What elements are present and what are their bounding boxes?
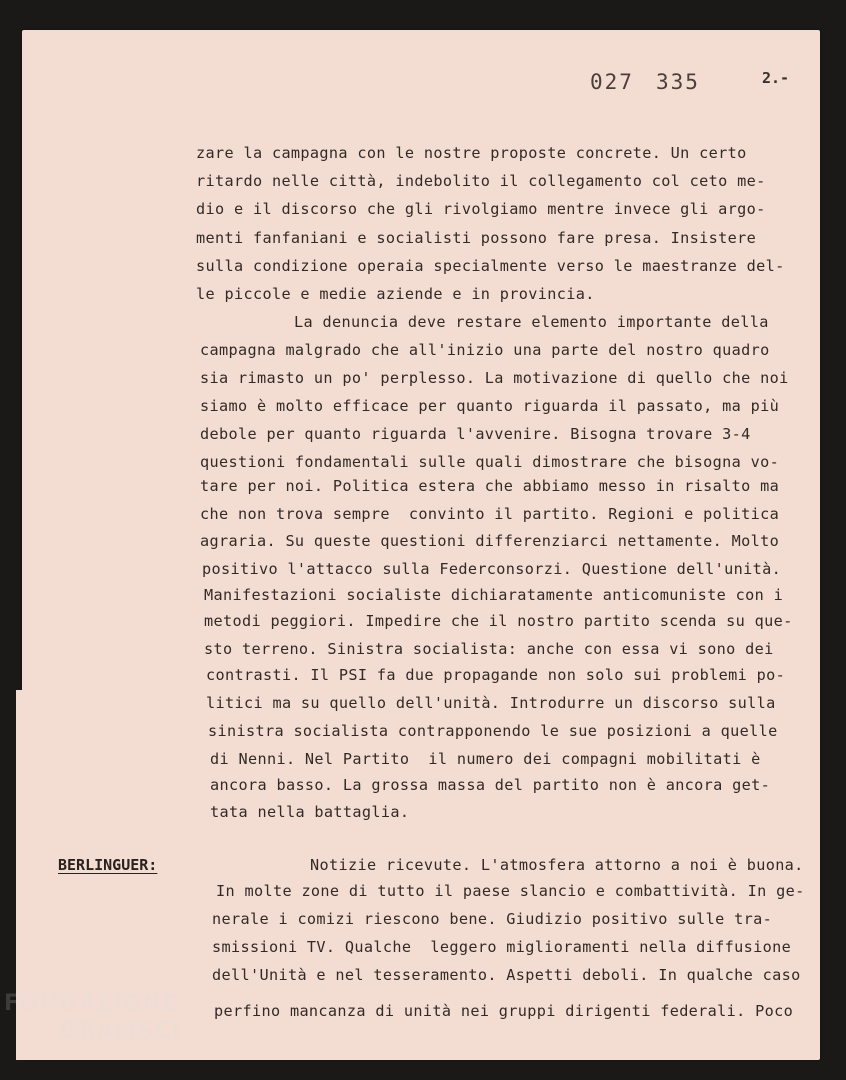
speech-line: Notizie ricevute. L'atmosfera attorno a noi è buona. — [310, 856, 804, 874]
body-line: tare per noi. Politica estera che abbiamo messo in risalto ma — [200, 477, 780, 495]
body-line: ancora basso. La grossa massa del partito non è ancora get- — [210, 776, 771, 794]
speech-line: dell'Unità e nel tesseramento. Aspetti deboli. In qualche caso — [212, 966, 801, 984]
speech-line: In molte zone di tutto il paese slancio e combattività. In ge- — [216, 882, 805, 900]
body-line: zare la campagna con le nostre proposte concrete. Un certo — [196, 144, 747, 162]
fondazione-gramsci-watermark — [4, 990, 214, 1070]
page-number: 2.- — [762, 69, 790, 87]
body-line: sto terreno. Sinistra socialista: anche con essa vi sono dei — [204, 640, 774, 658]
speech-line: perfino mancanza di unità nei gruppi dirigenti federali. Poco — [214, 1002, 794, 1020]
body-line: di Nenni. Nel Partito il numero dei compagni mobilitati è — [210, 750, 761, 768]
archive-number-b: 335 — [655, 70, 700, 94]
body-line: debole per quanto riguarda l'avvenire. Bisogna trovare 3-4 — [200, 425, 751, 443]
speaker-name: BERLINGUER: — [58, 856, 158, 874]
body-line: contrasti. Il PSI fa due propagande non solo sui problemi po- — [206, 666, 786, 684]
body-line: metodi peggiori. Impedire che il nostro partito scenda su que- — [204, 612, 793, 630]
body-line: campagna malgrado che all'inizio una parte del nostro quadro — [200, 341, 770, 359]
body-line: dio e il discorso che gli rivolgiamo mentre invece gli argo- — [196, 200, 766, 218]
body-line: che non trova sempre convinto il partito. Regioni e politica — [200, 505, 780, 523]
body-line: sia rimasto un po' perplesso. La motivazione di quello che noi — [200, 369, 789, 387]
body-line: La denuncia deve restare elemento importante della — [294, 313, 769, 331]
speech-line: smissioni TV. Qualche leggero miglioramenti nella diffusione — [212, 938, 792, 956]
body-line: positivo l'attacco sulla Federconsorzi. Questione dell'unità. — [202, 560, 782, 578]
body-line: ritardo nelle città, indebolito il collegamento col ceto me- — [196, 172, 766, 190]
body-line: tata nella battaglia. — [210, 803, 410, 821]
watermark-line-1: FONDAZIONE — [4, 991, 178, 1016]
watermark-line-2: GRAMSCI — [60, 1019, 182, 1044]
archive-number — [590, 70, 722, 94]
body-line: agraria. Su queste questioni differenziarci nettamente. Molto — [200, 532, 780, 550]
archive-number-a: 027 — [590, 70, 634, 94]
body-line: menti fanfaniani e socialisti possono fare presa. Insistere — [196, 229, 757, 247]
body-line: sulla condizione operaia specialmente verso le maestranze del- — [196, 257, 785, 275]
body-line: siamo è molto efficace per quanto riguarda il passato, ma più — [200, 397, 780, 415]
body-line: litici ma su quello dell'unità. Introdurre un discorso sulla — [206, 694, 776, 712]
speech-line: nerale i comizi riescono bene. Giudizio positivo sulle tra- — [212, 910, 773, 928]
body-line: questioni fondamentali sulle quali dimostrare che bisogna vo- — [200, 453, 780, 471]
body-line: le piccole e medie aziende e in provincia. — [196, 285, 595, 303]
body-line: sinistra socialista contrapponendo le sue posizioni a quelle — [208, 722, 778, 740]
body-line: Manifestazioni socialiste dichiaratamente anticomuniste con i — [204, 586, 784, 604]
